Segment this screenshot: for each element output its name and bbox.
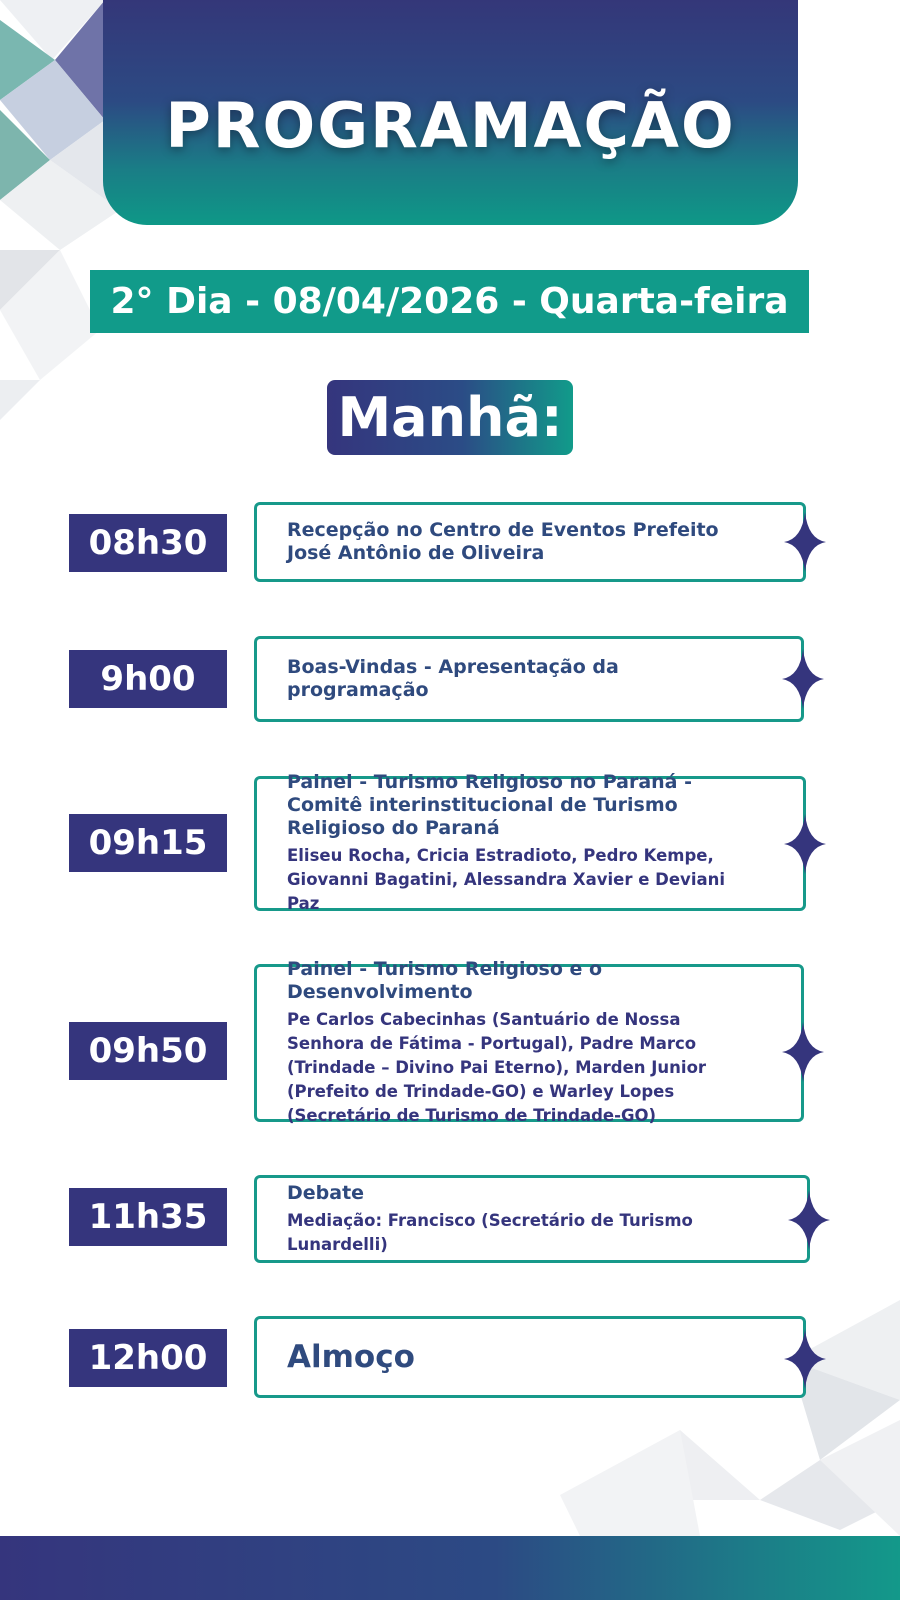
event-title: Debate — [287, 1181, 365, 1204]
event-title: Almoço — [287, 1339, 415, 1375]
event-moderator: Mediação: Francisco (Secretário de Turismo Lunardelli) — [287, 1210, 693, 1254]
event-speakers: Eliseu Rocha, Cricia Estradioto, Pedro Kempe, Giovanni Bagatini, Alessandra Xavier e Deviani Paz — [287, 846, 726, 913]
time-badge: 08h30 — [69, 514, 227, 572]
four-point-star-icon — [784, 512, 826, 572]
schedule-item — [254, 771, 806, 913]
event-title: Painel - Turismo Religioso no Paraná - Comitê interinstitucional de Turismo Religioso do Paraná — [287, 771, 693, 839]
time-badge: 11h35 — [69, 1188, 227, 1246]
footer-bar — [0, 1536, 900, 1600]
schedule-item — [254, 636, 804, 722]
event-title: Boas-Vindas - Apresentação da programação — [287, 656, 619, 701]
event-title: Painel - Turismo Religioso e o Desenvolvimento — [287, 958, 603, 1003]
event-title: Recepção no Centro de Eventos Prefeito José Antônio de Oliveira — [287, 519, 719, 564]
event-speakers: Pe Carlos Cabecinhas (Santuário de Nossa Senhora de Fátima - Portugal), Padre Marco (Trindade – Divino Pai Eterno), Marden Junior (Prefeito de Trindade-GO) e Warley Lopes (Secretário de Turismo de Trindade-GO) — [287, 1010, 707, 1125]
schedule-item — [254, 502, 806, 582]
schedule-item — [254, 1175, 810, 1263]
four-point-star-icon — [784, 1329, 826, 1389]
header-banner — [103, 0, 798, 225]
four-point-star-icon — [788, 1190, 830, 1250]
time-badge: 9h00 — [69, 650, 227, 708]
time-badge: 12h00 — [69, 1329, 227, 1387]
four-point-star-icon — [784, 814, 826, 874]
day-date-banner: 2° Dia - 08/04/2026 - Quarta-feira — [90, 270, 809, 333]
schedule-item — [254, 958, 804, 1125]
time-badge: 09h50 — [69, 1022, 227, 1080]
four-point-star-icon — [782, 649, 824, 709]
time-badge: 09h15 — [69, 814, 227, 872]
period-label: Manhã: — [327, 380, 573, 455]
schedule-item — [254, 1316, 806, 1398]
page-title: PROGRAMAÇÃO — [165, 89, 736, 162]
four-point-star-icon — [782, 1022, 824, 1082]
